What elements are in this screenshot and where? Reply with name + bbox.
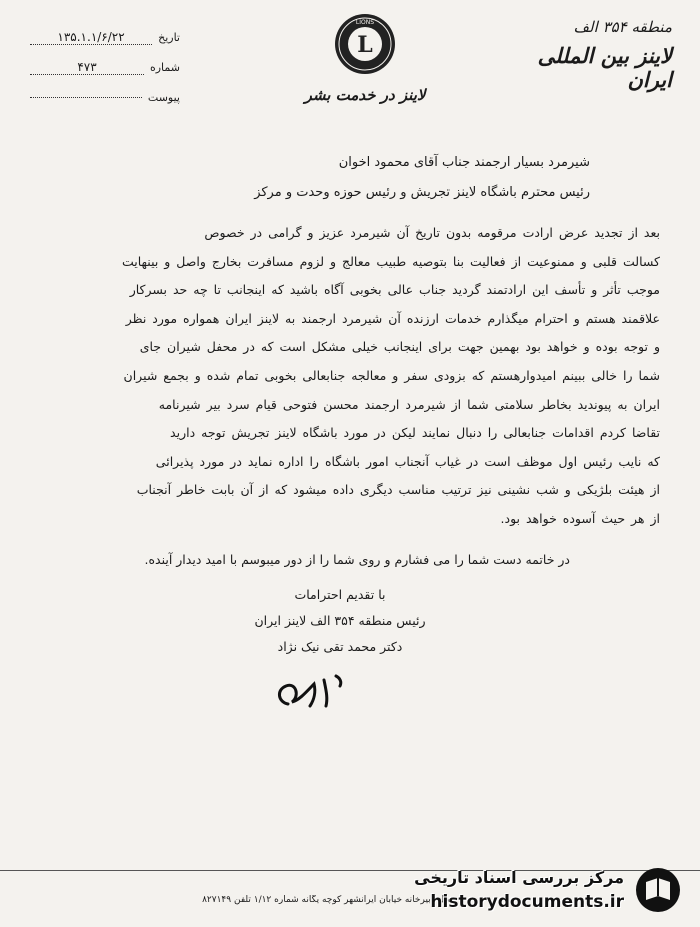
body-line: که نایب رئیس اول موظف است در غیاب آنجناب امور باشگاه را اداره نماید در مورد پذیرائی [155,453,660,469]
letterhead-organization [492,18,672,92]
letter-meta [30,22,180,112]
meta-date-value: ۱۳۵.۱.۱/۶/۲۲ [30,30,152,45]
footer-address: محل دبیرخانه خیابان ایرانشهر کوچه یگانه شماره ۱/۱۲ تلفن ۸۲۷۱۴۹ [202,895,455,905]
body-line: و توجه بوده و خواهد بود بهمین جهت برای اینجانب خیلی مشکل است که در محفل شیران جای [139,339,660,355]
meta-date-row [30,22,180,52]
closing-sentence: در خاتمه دست شما را می فشارم و روی شما را از دور میبوسم با امید دیدار آینده. [144,552,570,567]
logo-letter: L [357,32,373,58]
addressee-title: رئیس محترم باشگاه لاینز تجریش و رئیس حوزه وحدت و مرکز [254,185,590,200]
signer-name: دکتر محمد تقی نیک نژاد [277,639,403,654]
body-line: کسالت قلبی و ممنوعیت از فعالیت بنا بتوصیه طبیب معالج و لزوم مسافرت بخارج واصل و بینهایت [121,253,660,269]
addressee-name: شیرمرد بسیار ارجمند جناب آقای محمود اخوان [338,155,590,170]
meta-number-value: ۴۷۳ [30,60,144,75]
signer-title: رئیس منطقه ۳۵۴ الف لاینز ایران [254,613,426,628]
addressee-block [120,148,590,208]
letterhead-logo-block [290,12,440,104]
meta-attachment-label: پیوست [147,90,180,104]
archive-watermark [414,862,682,920]
meta-date-label: تاریخ [158,30,180,44]
body-line: تقاضا کردم اقدامات جنابعالی را دنبال نمایند لیکن در مورد باشگاه لاینز تجریش توجه دارید [170,425,660,441]
watermark-title: مرکز بررسی اسناد تاریخی [414,868,624,887]
region-label: منطقه ۳۵۴ الف [573,18,672,36]
body-line: موجب تأثر و تأسف این ارادتمند گردید جناب عالی بخوبی آگاه باشید که اینجانب تا چه حد بسرکار [129,282,660,298]
body-line: علاقمند هستم و احترام میگذارم خدمات ارزنده آن شیرمرد ارجمند به لاینز ایران همواره مورد نظر [125,310,660,326]
body-line: ایران به پیوندید بخاطر سلامتی شما از شیرمرد ارجمند محسن فتوحی قیام سرد بیر شیرنامه [158,396,660,412]
signature-block [210,582,470,660]
meta-number-label: شماره [149,60,180,74]
body-line: از هر حیث آسوده خواهد بود. [500,510,660,526]
logo-ring-text: LIONS [355,19,375,26]
lions-emblem-icon [333,12,397,76]
meta-attachment-row [30,82,180,112]
meta-number-row [30,52,180,82]
letter-body [42,219,660,534]
body-line: از هیئت بلژیکی و شب نشینی نیز ترتیب مناسب دیگری داده میشود که از آن بابت خاطر آنجناب [136,482,660,498]
body-line: شما را خالی ببینم امیدوارهستم که بزودی سفر و معالجه جنابعالی بخوبی تمام شده و بجمع شیران [123,367,660,383]
handwritten-signature [270,668,380,716]
watermark-url[interactable]: historydocuments.ir [430,892,624,912]
body-line: بعد از تجدید عرض ارادت مرقومه بدون تاریخ آن شیرمرد عزیز و گرامی در خصوص [204,225,660,240]
regards-line: با تقدیم احترامات [294,587,386,602]
organization-name: لاینز بین المللی ایران [537,44,672,92]
letterhead-motto: لاینز در خدمت بشر [304,86,426,104]
meta-attachment-value [30,97,142,98]
archive-logo-icon [634,866,682,914]
